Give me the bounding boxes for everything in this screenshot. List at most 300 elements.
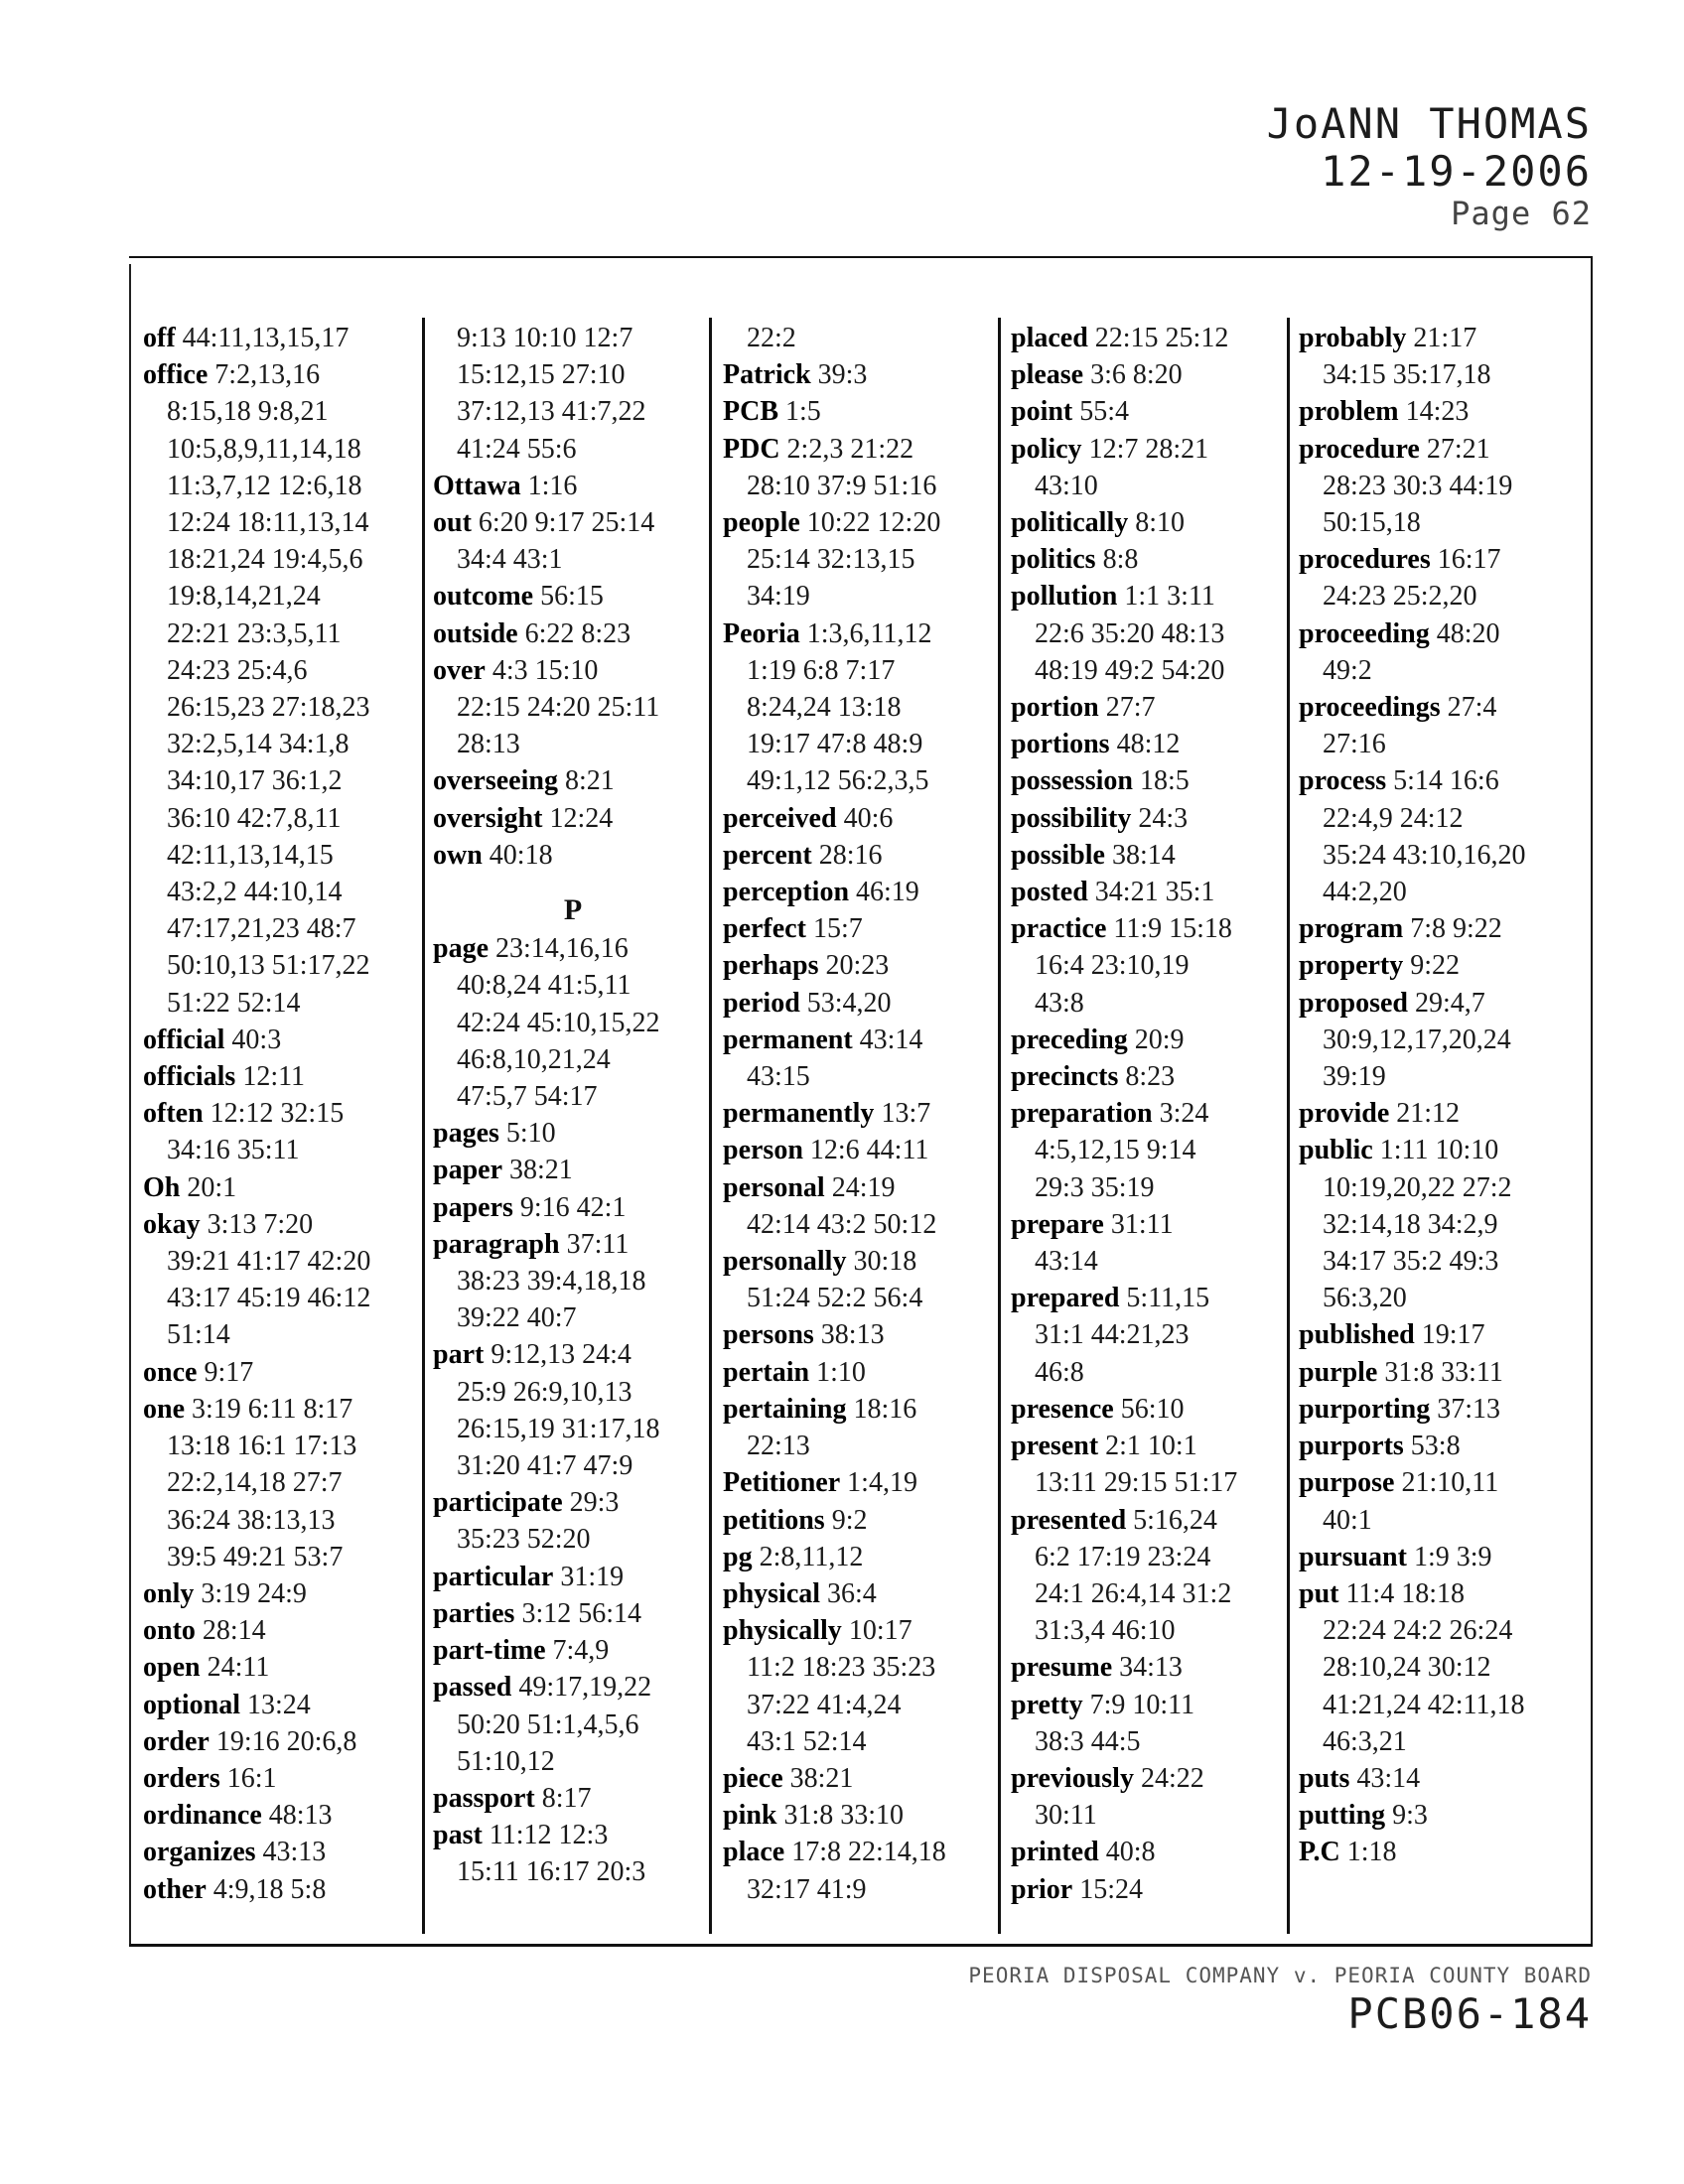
index-references: 37:11 — [566, 1228, 630, 1260]
index-references-continued: 50:10,13 51:17,22 — [167, 950, 370, 982]
index-entry — [1011, 874, 1291, 910]
index-references-continued: 51:24 52:2 56:4 — [747, 1283, 923, 1314]
index-entry — [433, 1152, 713, 1188]
index-references-continued: 51:22 52:14 — [167, 987, 301, 1019]
index-entry — [1011, 578, 1291, 689]
index-references: 8:10 — [1135, 507, 1186, 539]
index-entry — [723, 1539, 1003, 1575]
index-entry — [143, 1354, 423, 1391]
index-entry — [1011, 1871, 1291, 1908]
index-term: purpose — [1299, 1467, 1395, 1499]
index-entry — [143, 1760, 423, 1797]
index-references: 40:3 — [231, 1024, 282, 1055]
index-entry — [1011, 1206, 1291, 1280]
index-references: 40:18 — [489, 839, 553, 871]
index-references-continued: 22:24 24:2 26:24 — [1323, 1615, 1513, 1647]
index-entry-first-line — [723, 1539, 1003, 1575]
index-references: 3:6 8:20 — [1090, 359, 1183, 391]
index-entry-first-line — [143, 1687, 423, 1723]
index-references-continued: 13:11 29:15 51:17 — [1035, 1467, 1238, 1499]
index-references: 13:24 — [247, 1689, 311, 1720]
index-references: 1:5 — [785, 396, 821, 428]
page-number: Page 62 — [1451, 195, 1592, 232]
index-entry — [1011, 800, 1291, 837]
index-entry — [723, 910, 1003, 947]
index-references-continued: 30:11 — [1035, 1800, 1097, 1832]
index-references: 9:12,13 24:4 — [491, 1339, 632, 1371]
index-references: 9:2 — [831, 1504, 868, 1536]
index-entry — [1011, 1834, 1291, 1870]
index-term: policy — [1011, 433, 1082, 465]
index-references: 1:3,6,11,12 — [806, 617, 932, 649]
section-letter: P — [563, 893, 583, 927]
index-references: 24:3 — [1138, 802, 1189, 834]
index-references: 29:4,7 — [1414, 987, 1485, 1019]
index-references: 46:19 — [856, 877, 919, 908]
index-references: 12:7 28:21 — [1088, 433, 1209, 465]
index-term: presume — [1011, 1652, 1113, 1684]
index-entry — [1299, 1391, 1579, 1428]
index-entry-first-line — [723, 504, 1003, 541]
index-references: 6:22 8:23 — [524, 617, 632, 649]
index-references-continued: 51:10,12 — [457, 1745, 555, 1777]
index-entry-first-line — [433, 1669, 713, 1706]
index-term: PDC — [723, 433, 780, 465]
index-column-5 — [1299, 320, 1579, 1871]
index-entry-first-line — [1011, 1502, 1291, 1539]
index-entry — [723, 1391, 1003, 1464]
index-references-continued: 48:19 49:2 54:20 — [1035, 654, 1225, 686]
index-entry — [433, 1189, 713, 1226]
index-entry — [723, 1169, 1003, 1243]
index-term: page — [433, 933, 489, 965]
index-references: 3:12 56:14 — [521, 1597, 641, 1629]
index-references: 31:11 — [1110, 1208, 1174, 1240]
index-references-continued: 29:3 35:19 — [1035, 1171, 1155, 1203]
index-references-continued: 31:1 44:21,23 — [1035, 1319, 1190, 1351]
index-references: 1:10 — [816, 1356, 866, 1388]
index-references-continued: 49:1,12 56:2,3,5 — [747, 765, 929, 797]
index-references-continued: 43:17 45:19 46:12 — [167, 1283, 371, 1314]
index-references-continued: 51:14 — [167, 1319, 230, 1351]
index-references: 10:17 — [848, 1615, 912, 1647]
index-entry-first-line — [1011, 1834, 1291, 1870]
index-references-continued: 22:21 23:3,5,11 — [167, 617, 342, 649]
index-entry-first-line — [723, 985, 1003, 1022]
index-references: 31:8 33:10 — [783, 1800, 905, 1832]
index-entry-first-line — [1299, 1132, 1579, 1168]
index-entry — [723, 393, 1003, 430]
index-term: possible — [1011, 839, 1105, 871]
index-entry — [143, 1871, 423, 1908]
index-entry — [143, 1391, 423, 1575]
index-term: onto — [143, 1615, 196, 1647]
index-entry-first-line — [723, 1316, 1003, 1353]
index-entry-first-line — [1011, 689, 1291, 726]
index-entry — [723, 1575, 1003, 1612]
index-references-continued: 41:21,24 42:11,18 — [1323, 1689, 1525, 1720]
index-references: 7:4,9 — [552, 1635, 610, 1667]
index-entry — [433, 1595, 713, 1632]
index-entry-first-line — [723, 910, 1003, 947]
index-references: 18:5 — [1139, 765, 1190, 797]
index-term: people — [723, 507, 800, 539]
index-references: 40:6 — [843, 802, 894, 834]
index-entry-first-line — [723, 1243, 1003, 1280]
index-entry-first-line — [723, 1834, 1003, 1870]
index-entry-first-line — [723, 393, 1003, 430]
index-references-continued: 32:17 41:9 — [747, 1873, 867, 1905]
index-references-continued: 31:20 41:7 47:9 — [457, 1450, 633, 1482]
index-entry — [143, 1095, 423, 1168]
index-references: 5:14 16:6 — [1393, 765, 1499, 797]
index-entry-first-line — [433, 1559, 713, 1595]
index-entry — [433, 1817, 713, 1890]
index-entry-first-line — [433, 1632, 713, 1669]
index-entry — [1299, 762, 1579, 910]
index-term: outcome — [433, 581, 534, 613]
index-entry — [1011, 726, 1291, 762]
index-entry — [433, 800, 713, 837]
index-entry — [143, 1206, 423, 1354]
index-entry-first-line — [143, 1169, 423, 1206]
index-term: overseeing — [433, 765, 558, 797]
index-term: permanent — [723, 1024, 853, 1055]
index-entry-first-line — [1011, 1058, 1291, 1095]
index-term: pink — [723, 1800, 777, 1832]
index-entry-first-line — [1011, 393, 1291, 430]
index-term: optional — [143, 1689, 241, 1720]
index-entry-first-line — [1011, 1871, 1291, 1908]
index-entry-first-line — [1011, 1649, 1291, 1686]
index-term: official — [143, 1024, 225, 1055]
index-entry-first-line — [433, 1817, 713, 1853]
index-references-continued: 4:5,12,15 9:14 — [1035, 1135, 1196, 1166]
index-entry — [433, 615, 713, 652]
index-term: provide — [1299, 1098, 1390, 1130]
index-references-continued: 46:3,21 — [1323, 1725, 1407, 1757]
index-references: 48:20 — [1436, 617, 1500, 649]
index-references: 4:9,18 5:8 — [212, 1873, 327, 1905]
index-entry-first-line — [143, 1022, 423, 1058]
index-term: putting — [1299, 1800, 1386, 1832]
index-entry — [433, 1336, 713, 1484]
index-references-continued: 35:24 43:10,16,20 — [1323, 839, 1526, 871]
index-term: permanently — [723, 1098, 875, 1130]
index-entry-first-line — [1011, 320, 1291, 356]
index-references-continued: 27:16 — [1323, 729, 1386, 760]
index-references-continued: 39:22 40:7 — [457, 1302, 577, 1334]
index-entry — [1299, 1316, 1579, 1353]
index-references-continued: 50:15,18 — [1323, 507, 1421, 539]
index-entry-first-line — [1011, 1687, 1291, 1723]
index-references-continued: 46:8,10,21,24 — [457, 1043, 611, 1075]
index-references: 18:16 — [853, 1393, 917, 1425]
index-term: probably — [1299, 323, 1407, 353]
index-entry — [1011, 689, 1291, 726]
index-references: 3:19 24:9 — [201, 1577, 307, 1609]
index-references-continued: 34:17 35:2 49:3 — [1323, 1246, 1499, 1278]
index-entry — [1299, 1539, 1579, 1575]
index-entry-first-line — [1299, 1316, 1579, 1353]
index-references: 5:10 — [505, 1118, 556, 1150]
index-references-continued: 37:12,13 41:7,22 — [457, 396, 646, 428]
index-term: okay — [143, 1208, 201, 1240]
index-references-continued: 8:15,18 9:8,21 — [167, 396, 329, 428]
index-term: other — [143, 1873, 207, 1905]
index-entry-first-line — [1299, 762, 1579, 799]
index-term: only — [143, 1577, 195, 1609]
index-entry — [723, 1132, 1003, 1168]
index-term: part-time — [433, 1635, 546, 1667]
index-entry — [143, 1169, 423, 1206]
index-entry — [723, 1022, 1003, 1095]
index-entry — [723, 431, 1003, 504]
index-term: please — [1011, 359, 1084, 391]
index-entry — [723, 1612, 1003, 1760]
index-term: past — [433, 1820, 483, 1851]
index-term: paragraph — [433, 1228, 560, 1260]
index-entry-first-line — [433, 504, 713, 541]
index-entry — [723, 504, 1003, 615]
index-entry-first-line — [1299, 947, 1579, 984]
index-references-continued: 32:2,5,14 34:1,8 — [167, 729, 350, 760]
index-entry-first-line — [723, 1797, 1003, 1834]
index-references: 4:3 15:10 — [491, 654, 599, 686]
index-references: 8:23 — [1125, 1061, 1176, 1093]
index-term: preceding — [1011, 1024, 1128, 1055]
index-term: proceeding — [1299, 617, 1430, 649]
index-references-continued: 26:15,19 31:17,18 — [457, 1413, 660, 1444]
index-references-continued: 31:3,4 46:10 — [1035, 1615, 1176, 1647]
index-references: 6:20 9:17 25:14 — [478, 507, 655, 539]
index-term: perceived — [723, 802, 837, 834]
index-term: place — [723, 1837, 785, 1868]
index-term: physically — [723, 1615, 842, 1647]
index-term: perhaps — [723, 950, 819, 982]
index-entry — [1011, 393, 1291, 430]
index-references: 1:1 3:11 — [1124, 581, 1215, 613]
index-references-continued: 22:13 — [747, 1431, 810, 1462]
index-entry — [1299, 1760, 1579, 1797]
index-references: 14:23 — [1405, 396, 1470, 428]
index-references: 53:8 — [1410, 1431, 1461, 1462]
index-references-continued: 43:15 — [747, 1061, 810, 1093]
index-references: 9:13 10:10 12:7 — [457, 323, 633, 353]
index-references: 1:4,19 — [847, 1467, 917, 1499]
index-entry — [433, 1632, 713, 1669]
index-entry-first-line — [1011, 541, 1291, 578]
index-references: 27:21 — [1426, 433, 1490, 465]
index-term: Oh — [143, 1171, 181, 1203]
index-entry — [1299, 1354, 1579, 1391]
index-references-continued: 44:2,20 — [1323, 877, 1407, 908]
index-entry-first-line — [433, 1189, 713, 1226]
index-references-continued: 36:10 42:7,8,11 — [167, 802, 342, 834]
index-references: 43:14 — [1356, 1762, 1421, 1794]
index-references-continued: 36:24 38:13,13 — [167, 1504, 336, 1536]
index-term: paper — [433, 1155, 502, 1186]
index-references-continued: 56:3,20 — [1323, 1283, 1407, 1314]
index-references: 28:16 — [818, 839, 883, 871]
index-references: 12:6 44:11 — [809, 1135, 929, 1166]
index-term: proceedings — [1299, 692, 1441, 724]
index-references-continued: 42:11,13,14,15 — [167, 839, 334, 871]
index-entry-first-line — [433, 1595, 713, 1632]
index-entry-first-line — [723, 615, 1003, 652]
index-term: published — [1299, 1319, 1415, 1351]
index-references: 40:8 — [1105, 1837, 1156, 1868]
index-references: 5:11,15 — [1126, 1283, 1210, 1314]
index-entry — [433, 1484, 713, 1558]
index-entry-first-line — [433, 1115, 713, 1152]
index-entry — [1011, 320, 1291, 356]
index-entry-first-line — [1299, 1354, 1579, 1391]
index-references: 11:4 18:18 — [1345, 1577, 1465, 1609]
index-references: 36:4 — [827, 1577, 877, 1609]
index-references-continued: 25:14 32:13,15 — [747, 544, 915, 576]
index-entry — [723, 356, 1003, 393]
index-term: personal — [723, 1171, 825, 1203]
index-entry-first-line — [143, 1575, 423, 1612]
index-references: 12:24 — [549, 802, 614, 834]
index-term: prepare — [1011, 1208, 1104, 1240]
index-references-continued: 1:19 6:8 7:17 — [747, 654, 896, 686]
index-entry-first-line — [1299, 320, 1579, 356]
index-term: piece — [723, 1762, 783, 1794]
index-entry — [1299, 393, 1579, 430]
index-references: 8:21 — [564, 765, 615, 797]
index-references-continued: 34:10,17 36:1,2 — [167, 765, 343, 797]
index-references-continued: 32:14,18 34:2,9 — [1323, 1208, 1498, 1240]
index-term: possession — [1011, 765, 1133, 797]
index-entry-first-line — [723, 947, 1003, 984]
index-entry-first-line — [433, 578, 713, 614]
index-references: 31:19 — [560, 1561, 625, 1592]
index-entry — [1011, 1391, 1291, 1428]
index-references-continued: 13:18 16:1 17:13 — [167, 1431, 357, 1462]
index-term: PCB — [723, 396, 778, 428]
index-entry-first-line — [1011, 1391, 1291, 1428]
index-term: own — [433, 839, 483, 871]
index-entry-first-line — [1299, 1391, 1579, 1428]
index-references: 28:14 — [202, 1615, 266, 1647]
index-references-continued: 22:6 35:20 48:13 — [1035, 617, 1225, 649]
index-term: outside — [433, 617, 518, 649]
index-references-continued: 38:23 39:4,18,18 — [457, 1266, 646, 1297]
index-references: 56:15 — [540, 581, 604, 613]
index-references-continued: 43:8 — [1035, 987, 1084, 1019]
index-references-continued: 16:4 23:10,19 — [1035, 950, 1190, 982]
index-references: 30:18 — [853, 1246, 917, 1278]
index-references-continued: 24:23 25:4,6 — [167, 654, 308, 686]
index-entry — [1299, 985, 1579, 1096]
index-entry-first-line — [723, 320, 1003, 356]
index-entry — [723, 837, 1003, 874]
index-entry — [723, 985, 1003, 1022]
index-term: program — [1299, 913, 1404, 945]
index-term: order — [143, 1725, 210, 1757]
index-references: 38:21 — [789, 1762, 854, 1794]
index-entry — [433, 1780, 713, 1817]
index-entry-first-line — [723, 1132, 1003, 1168]
index-references-continued: 43:14 — [1035, 1246, 1098, 1278]
witness-name: JoANN THOMAS — [1266, 99, 1592, 148]
index-entry — [723, 1834, 1003, 1907]
index-entry — [723, 1502, 1003, 1539]
index-entry — [1011, 541, 1291, 578]
index-references: 48:13 — [268, 1800, 333, 1832]
index-references-continued: 38:3 44:5 — [1035, 1725, 1141, 1757]
index-references: 27:7 — [1105, 692, 1156, 724]
index-entry-first-line — [723, 837, 1003, 874]
index-term: placed — [1011, 323, 1088, 353]
index-references-continued: 40:1 — [1323, 1504, 1372, 1536]
index-term: pursuant — [1299, 1541, 1407, 1572]
index-term: procedure — [1299, 433, 1420, 465]
index-term: office — [143, 359, 209, 391]
index-term: over — [433, 654, 486, 686]
index-term: participate — [433, 1487, 563, 1519]
index-term: perfect — [723, 913, 806, 945]
index-references-continued: 24:1 26:4,14 31:2 — [1035, 1577, 1232, 1609]
index-entry — [433, 762, 713, 799]
index-entry — [1299, 1575, 1579, 1760]
index-term: politically — [1011, 507, 1129, 539]
index-entry — [1011, 1058, 1291, 1095]
index-references-continued: 49:2 — [1323, 654, 1372, 686]
index-column-1 — [143, 320, 423, 1908]
index-entry-first-line — [1299, 1575, 1579, 1612]
index-term: printed — [1011, 1837, 1099, 1868]
index-entry-first-line — [143, 1058, 423, 1095]
index-references: 16:1 — [226, 1762, 277, 1794]
index-term: present — [1011, 1431, 1099, 1462]
index-entry — [723, 947, 1003, 984]
index-term: posted — [1011, 877, 1088, 908]
index-references: 22:15 25:12 — [1094, 323, 1229, 353]
index-term: Patrick — [723, 359, 811, 391]
index-term: pertain — [723, 1356, 810, 1388]
index-entry-first-line — [1011, 874, 1291, 910]
index-references: 48:12 — [1116, 729, 1181, 760]
index-term: proposed — [1299, 987, 1408, 1019]
index-references-continued: 35:23 52:20 — [457, 1524, 591, 1556]
index-entry — [433, 1115, 713, 1152]
index-entry-first-line — [143, 1354, 423, 1391]
index-references: 1:11 10:10 — [1379, 1135, 1499, 1166]
index-entry — [1299, 1132, 1579, 1316]
index-references: 53:4,20 — [806, 987, 892, 1019]
index-entry-first-line — [433, 800, 713, 837]
index-references: 16:17 — [1437, 544, 1501, 576]
index-references: 24:11 — [207, 1652, 270, 1684]
index-references: 2:8,11,12 — [759, 1541, 864, 1572]
index-entry — [1011, 1649, 1291, 1686]
index-entry — [1011, 910, 1291, 1022]
index-entry-first-line — [143, 1797, 423, 1834]
index-term: part — [433, 1339, 485, 1371]
index-entry — [143, 1058, 423, 1095]
index-entry — [723, 320, 1003, 356]
index-entry — [1299, 947, 1579, 984]
index-entry — [723, 1243, 1003, 1316]
index-references: 13:7 — [881, 1098, 931, 1130]
index-references: 2:1 10:1 — [1105, 1431, 1197, 1462]
index-references-continued: 39:21 41:17 42:20 — [167, 1246, 371, 1278]
index-references: 38:21 — [509, 1155, 573, 1186]
index-entry-first-line — [1011, 762, 1291, 799]
